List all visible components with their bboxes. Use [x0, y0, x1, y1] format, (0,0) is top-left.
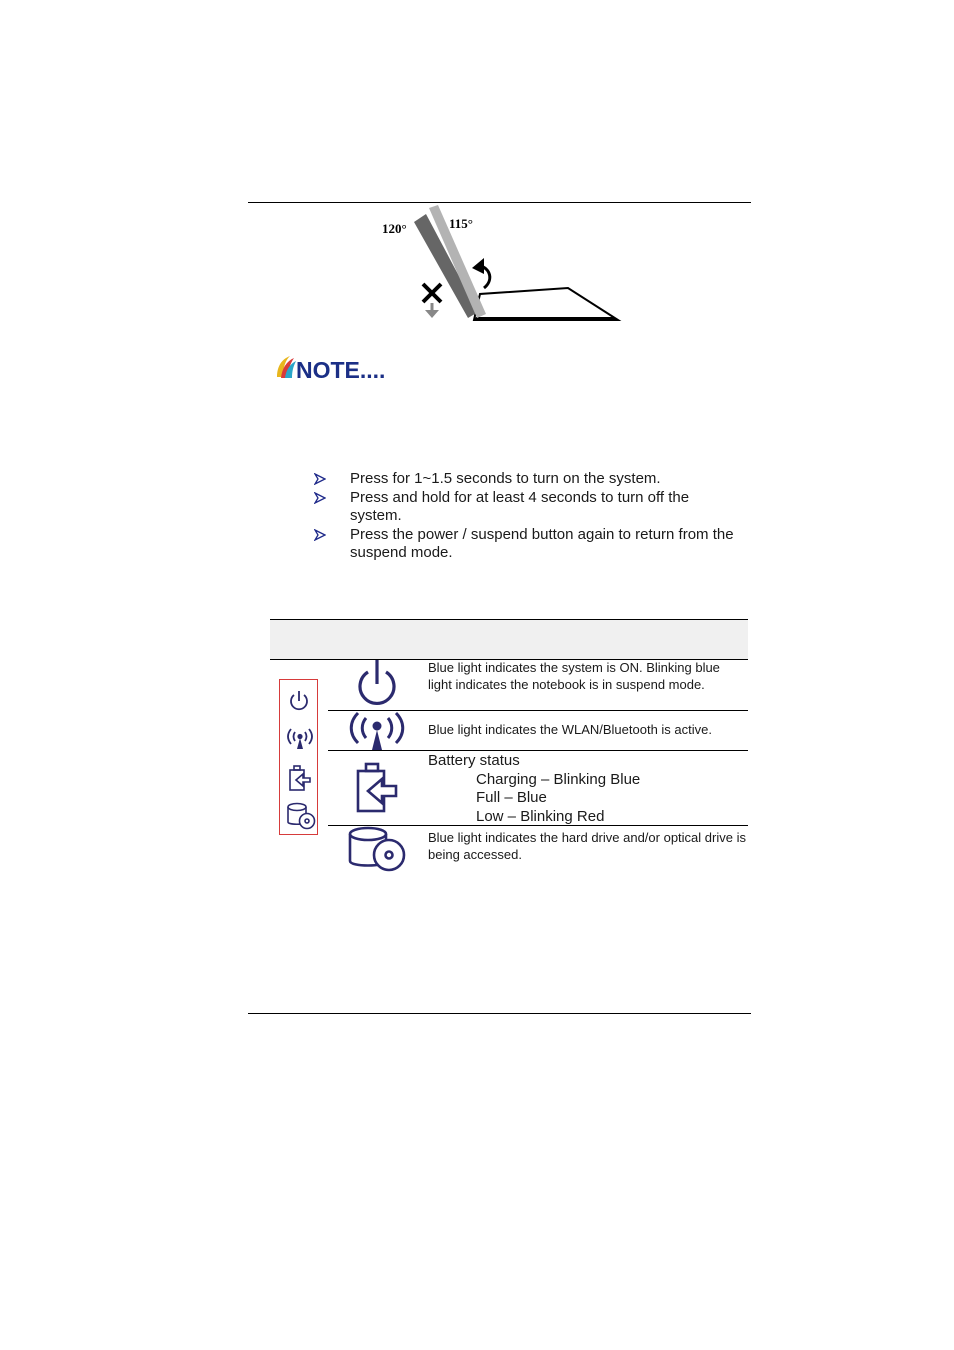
- down-arrow-head-icon: [425, 310, 439, 318]
- wireless-led-description: Blue light indicates the WLAN/Bluetooth is active.: [428, 722, 712, 737]
- lid-angle-figure: [370, 200, 630, 325]
- note-logo: [274, 352, 414, 384]
- power-button-list: [312, 470, 742, 563]
- angle-label-120: 120°: [382, 221, 407, 236]
- list-item: Press and hold for at least 4 seconds to turn off the system.: [312, 489, 742, 526]
- power-icon: [346, 658, 408, 710]
- wireless-icon: [346, 710, 408, 752]
- battery-led-description: [428, 752, 746, 826]
- angle-label-115: 115°: [449, 216, 473, 231]
- drive-led-description: Blue light indicates the hard drive and/or optical drive is being accessed.: [428, 830, 746, 862]
- list-item: Press for 1~1.5 seconds to turn on the system.: [312, 470, 742, 489]
- table-header: [270, 620, 748, 659]
- arrow-head-icon: [472, 258, 484, 274]
- power-icon: [286, 688, 312, 714]
- battery-charge-icon: [346, 762, 408, 814]
- wireless-icon: [286, 724, 314, 750]
- notebook-base: [474, 288, 618, 320]
- battery-charge-icon: [286, 764, 312, 792]
- row-divider: [328, 750, 748, 751]
- indicator-panel: [279, 679, 318, 835]
- battery-status-title: Battery status: [428, 752, 520, 769]
- power-led-description: Blue light indicates the system is ON. Blinking blue light indicates the notebook is in suspend mode.: [428, 660, 720, 692]
- bullet-arrow-icon: [314, 473, 326, 485]
- footer-rule: [248, 1013, 751, 1014]
- battery-state-full: Full – Blue: [476, 789, 547, 806]
- drive-activity-icon: [286, 802, 316, 830]
- battery-state-charging: Charging – Blinking Blue: [476, 770, 641, 788]
- battery-state-low: Low – Blinking Red: [476, 807, 605, 825]
- bullet-arrow-icon: [314, 529, 326, 541]
- bullet-arrow-icon: [314, 492, 326, 504]
- notebook-base-side: [474, 317, 618, 320]
- note-logo-text: NOTE....: [296, 357, 386, 383]
- list-item: Press the power / suspend button again to return from the suspend mode.: [312, 526, 742, 563]
- drive-activity-icon: [346, 826, 410, 872]
